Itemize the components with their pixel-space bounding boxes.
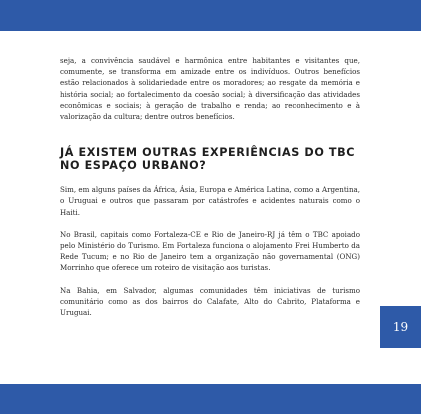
paragraph-brazil: No Brasil, capitais como Fortaleza-CE e Rio de Janeiro-RJ já têm o TBC apoiado pelo Ministério do Turismo. Em Fortaleza funciona o alojamento Frei Humberto da Rede Tucum; e no Rio de Janeiro tem a organização não governamental (ONG) Morrinho que oferece um roteiro de visitação aos turistas. xyxy=(60,229,360,273)
paragraph-bahia: Na Bahia, em Salvador, algumas comunidades têm iniciativas de turismo comunitário como as dos bairros do Calafate, Alto do Cabrito, Plataforma e Uruguai. xyxy=(60,285,360,318)
bottom-decorative-bar xyxy=(0,384,421,414)
page-number-badge xyxy=(380,306,421,348)
paragraph-countries: Sim, em alguns países da África, Ásia, Europa e América Latina, como a Argentina, o Uruguai e outros que passaram por catástrofes e acidentes naturais como o Haiti. xyxy=(60,185,360,217)
section-heading: JÁ EXISTEM OUTRAS EXPERIÊNCIAS DO TBC NO ESPAÇO URBANO? xyxy=(60,146,356,173)
intro-paragraph: seja, a convivência saudável e harmônica entre habitantes e visitantes que, comumente, se transforma em amizade entre os indivíduos. Outros benefícios estão relacionados à solidariedade entre os moradores; ao resgate da memória e história social; ao fortalecimento da coesão social; à diversificação das atividades econômicas e sociais; à geração de trabalho e renda; ao reconhecimento e à valorização da cultura; dentre outros benefícios. xyxy=(60,56,360,122)
top-decorative-bar xyxy=(0,0,421,31)
page-content xyxy=(60,55,360,318)
page-number: 19 xyxy=(392,320,409,334)
